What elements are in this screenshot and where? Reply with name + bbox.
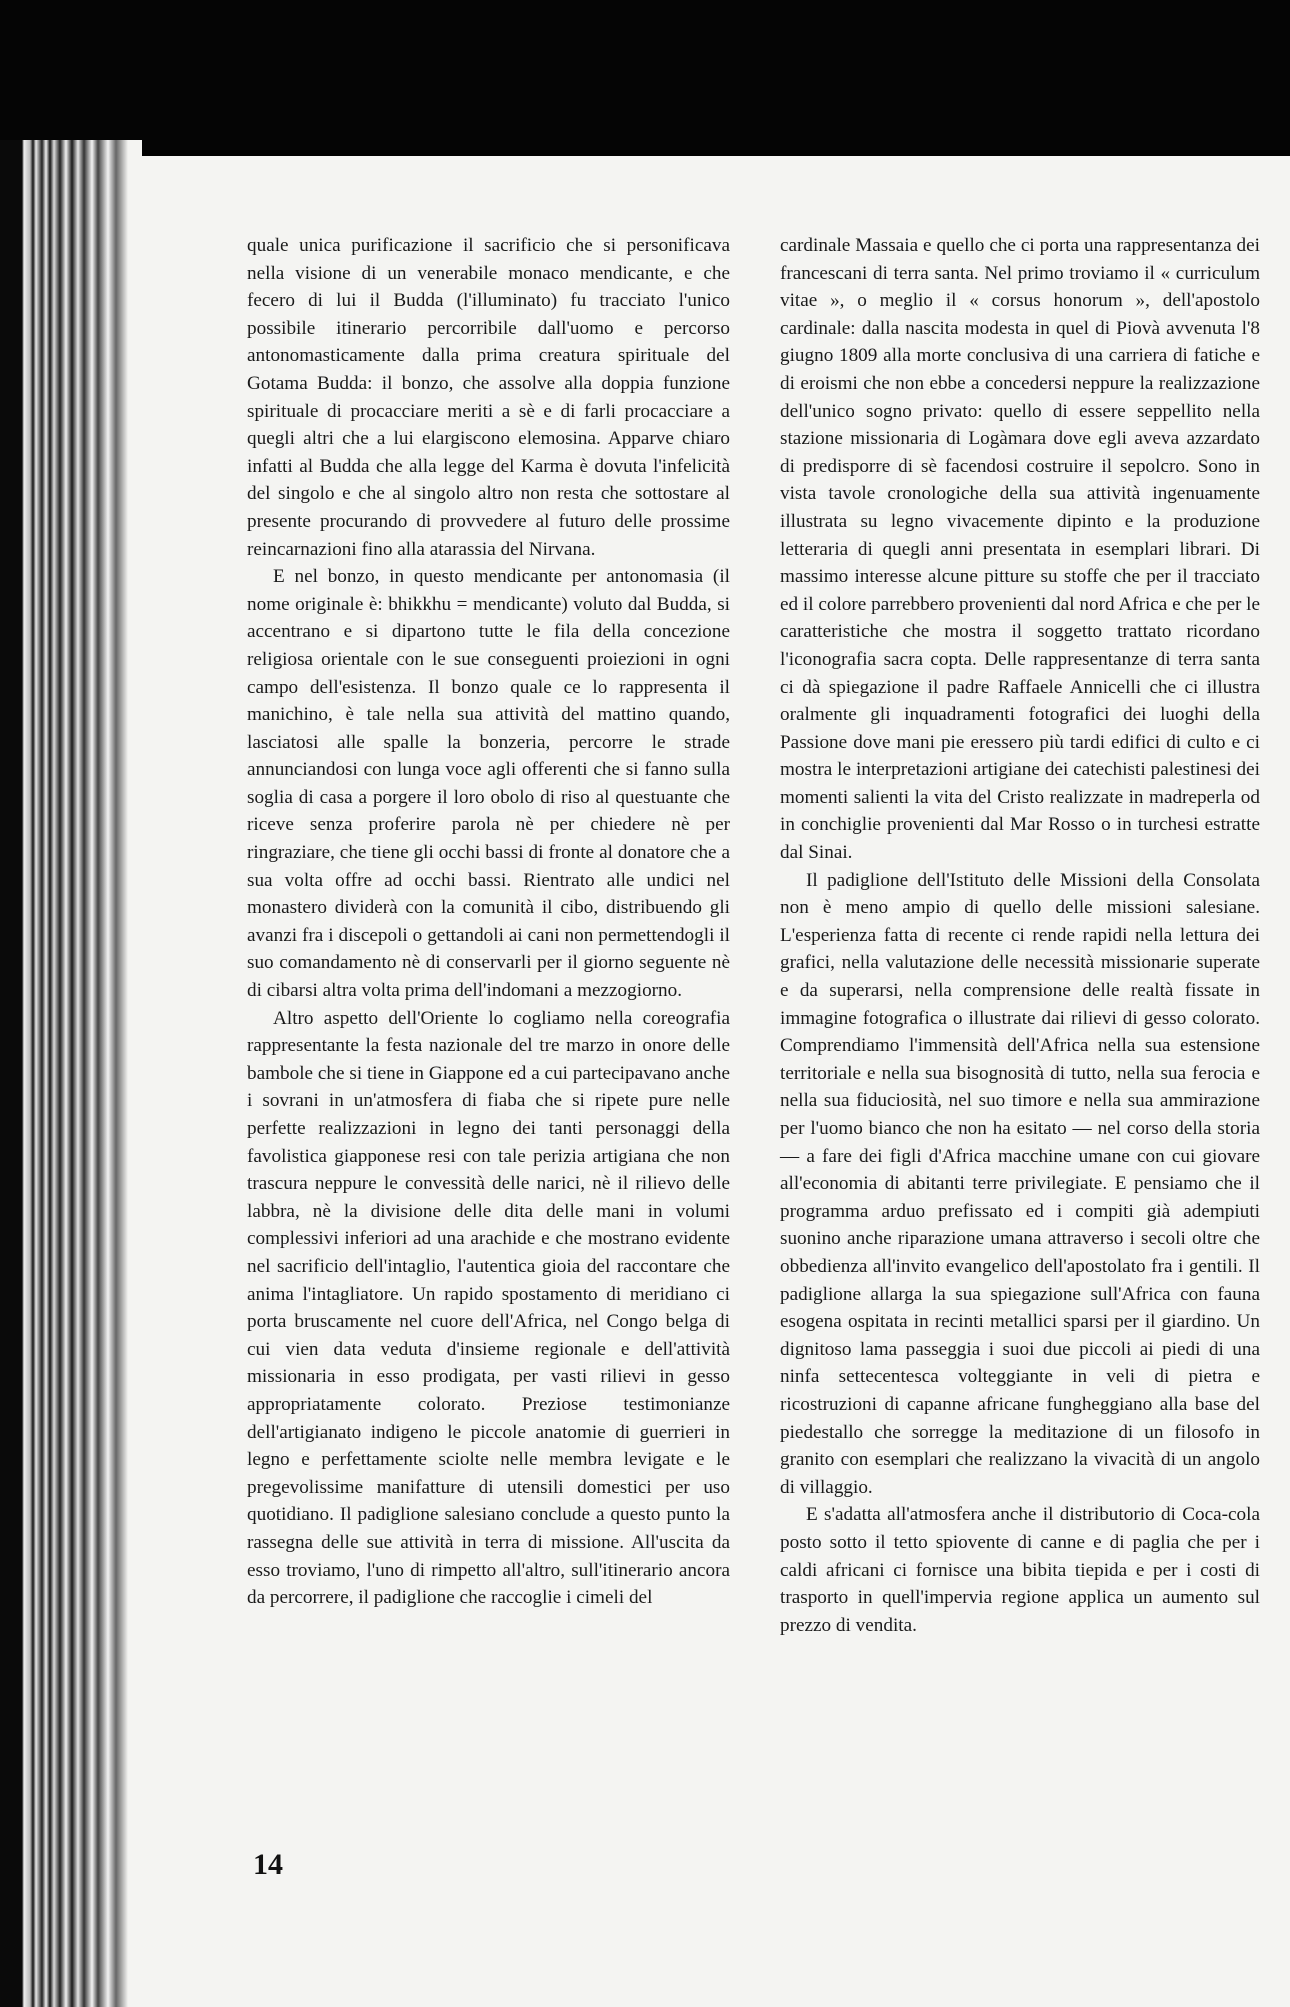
right-paragraph-3: E s'adatta all'atmosfera anche il distributorio di Coca-cola posto sotto il tetto spiovente di canne e di paglia che per i caldi africani ci fornisce una bibita tiepida e per i costi di trasporto in quell'impervia regione applica un aumento sul prezzo di vendita. bbox=[780, 1504, 1260, 1636]
book-spine-shadow bbox=[0, 140, 142, 2007]
left-paragraph-1: quale unica purificazione il sacrificio che si personificava nella visione di un venerabile monaco mendicante, e che fecero di lui il Budda (l'illuminato) fu tracciato l'unico possibile itinerario percorribile dall'uomo e percorso antonomasticamente dalla prima creatura spirituale del Gotama Budda: il bonzo, che assolve alla doppia funzione spirituale di procacciare meriti a sè e di farli procacciare a quegli altri che a lui elargiscono elemosina. Apparve chiaro infatti al Budda che alla legge del Karma è dovuta l'infelicità del singolo e che al singolo altro non resta che sottostare al presente procurando di provvedere al futuro delle prossime reincarnazioni fino alla atarassia del Nirvana. bbox=[247, 235, 730, 560]
left-paragraph-3: Altro aspetto dell'Oriente lo cogliamo nella coreografia rappresentante la festa nazionale del tre marzo in onore delle bambole che si tiene in Giappone ed a cui partecipavano anche i sovrani in un'atmosfera di fiaba che si ripete pure nelle perfette realizzazioni in legno dei tanti personaggi della favolistica giapponese resi con tale perizia artigiana che non trascura neppure le convessità delle narici, nè il rilievo delle labbra, nè la divisione delle dita delle mani in volumi complessivi inferiori ad una arachide e che mostrano evidente nel sacrificio dell'intaglio, l'autentica gioia del raccontare che anima l'intagliatore. Un rapido spostamento di meridiano ci porta bruscamente nel cuore dell'Africa, nel Congo belga di cui vien data veduta d'insieme regionale e dell'attività missionaria in esso prodigata, per vasti rilievi in gesso appropriatamente colorato. Preziose testimonianze dell'artigianato indigeno le piccole anatomie di guerrieri in legno e perfettamente sciolte nelle membra levigate e le pregevolissime manifatture di utensili domestici per uso quotidiano. Il padiglione salesiano conclude a questo punto la rassegna delle sue attività in terra di missione. All'uscita da esso troviamo, l'uno di rimpetto all'altro, sull'itinerario ancora da percorrere, il padiglione che raccoglie i cimeli del bbox=[247, 1007, 730, 1609]
scan-dark-border bbox=[0, 0, 1290, 150]
right-paragraph-2: Il padiglione dell'Istituto delle Missioni della Consolata non è meno ampio di quello delle missioni salesiane. L'esperienza fatta di recente ci rende rapidi nella lettura dei grafici, nella valutazione delle necessità missionarie superate e da superarsi, nella comprensione delle realtà fissate in immagine fotografica o illustrate dai rilievi di gesso colorato. Comprendiamo l'immensità dell'Africa nella sua estensione territoriale e nella sua bisognosità di tutto, nella sua ferocia e nella sua fiduciosità, nel suo timore e nella sua ammirazione per l'uomo bianco che non ha esitato — nel corso della storia — a fare dei figli d'Africa macchine umane con cui giovare all'economia di abitanti terre privilegiate. E pensiamo che il programma arduo prefissato ed i compiti già adempiuti suonino anche riparazione umana attraverso i secoli oltre che obbedienza all'invito evangelico dell'apostolato fra i gentili. Il padiglione allarga la sua spiegazione sull'Africa con fauna esogena ospitata in recinti metallici sparsi per il giardino. Un dignitoso lama passeggia i suoi due piccoli ai piedi di una ninfa settecentesca volteggiante in veli di pietra e ricostruzioni di capanne africane funghеggiano alla base del piedestallo che sorregge la meditazione di un filosofo in granito con esemplari che realizzano la vivacità di un angolo di villaggio. bbox=[780, 869, 1260, 1498]
page-number: 14 bbox=[253, 1848, 283, 1881]
right-text-column bbox=[780, 232, 1260, 1639]
left-paragraph-2: E nel bonzo, in questo mendicante per antonomasia (il nome originale è: bhikkhu = mendicante) voluto dal Budda, si accentrano e si dipartono tutte le fila della concezione religiosa orientale con le sue conseguenti proiezioni in ogni campo dell'esistenza. Il bonzo quale ce lo rappresenta il manichino, è tale nella sua attività del mattino quando, lasciatosi alle spalle la bonzeria, percorre le strade annunciandosi con lunga voce agli offerenti che si fanno sulla soglia di casa a porgere il loro obolo di riso al questuante che riceve senza proferire parola nè per chiedere nè per ringraziare, che tiene gli occhi bassi di fronte al donatore che a sua volta offre ad occhi bassi. Rientrato alle undici nel monastero dividerà con la comunità il cibo, distribuendo gli avanzi fra i discepoli o gettandoli ai cani non permettendogli il suo comandamento nè di conservarli per il giorno seguente nè di cibarsi altra volta prima dell'indomani a mezzogiorno. bbox=[247, 566, 730, 1002]
left-text-column bbox=[247, 232, 730, 1612]
right-paragraph-1: cardinale Massaia e quello che ci porta una rappresentanza dei francescani di terra santa. Nel primo troviamo il « curriculum vitae », o meglio il « corsus honorum », dell'apostolo cardinale: dalla nascita modesta in quel di Piovà avvenuta l'8 giugno 1809 alla morte conclusiva di una carriera di fatiche e di eroismi che non ebbe a concedersi neppure la realizzazione dell'unico sogno privato: quello di essere seppellito nella stazione missionaria di Logàmara dove egli aveva azzardato di predisporre di sè facendosi costruire il sepolcro. Sono in vista tavole cronologiche della sua attività ingenuamente illustrata su legno vivacemente dipinto e la produzione letteraria di quegli anni presentata in esemplari librari. Di massimo interesse alcune pitture su stoffe che per il tracciato ed il colore parrebbero provenienti dal nord Africa e che per le caratteristiche che mostra il soggetto trattato ricordano l'iconografia sacra copta. Delle rappresentanze di terra santa ci dà spiegazione il padre Raffaele Annicelli che ci illustra oralmente gli inquadramenti fotografici dei luoghi della Passione dove mani pie eressero più tardi edifici di culto e ci mostra le interpretazioni artigiane dei catechisti palestinesi dei momenti salienti la vita del Cristo realizzate in madreperla od in conchiglie provenienti dal Mar Rosso o in turchesi estratte dal Sinai. bbox=[780, 235, 1260, 864]
